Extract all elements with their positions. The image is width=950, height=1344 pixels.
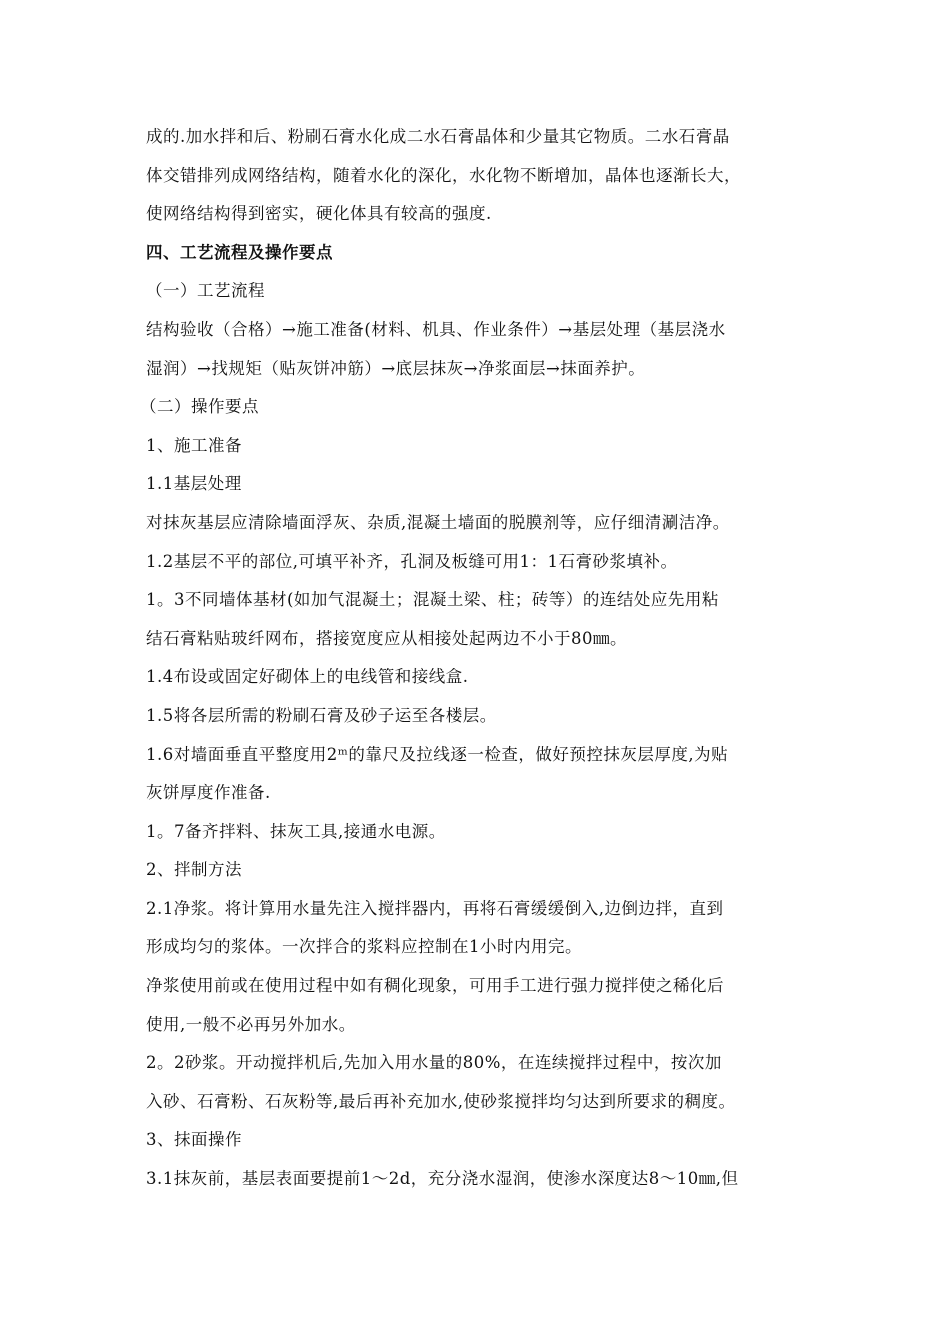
item-heading: 1、施工准备 <box>146 435 242 455</box>
paragraph-line: 1.6对墙面垂直平整度用2ᵐ的靠尺及拉线逐一检查，做好预控抹灰层厚度,为贴 <box>146 744 729 764</box>
subsection-heading: （一）工艺流程 <box>146 281 265 301</box>
subsection-heading: （二）操作要点 <box>140 397 259 417</box>
paragraph-line: 2.1净浆。将计算用水量先注入搅拌器内，再将石膏缓缓倒入,边倒边拌，直到 <box>146 898 724 918</box>
paragraph-line: 1.5将各层所需的粉刷石膏及砂子运至各楼层。 <box>146 705 497 725</box>
paragraph-line: 湿润）→找规矩（贴灰饼冲筋）→底层抹灰→净浆面层→抹面养护。 <box>146 358 646 378</box>
paragraph-line: 1。3不同墙体基材(如加气混凝土；混凝土梁、柱；砖等）的连结处应先用粘 <box>146 590 719 610</box>
item-heading: 3、抹面操作 <box>146 1130 242 1150</box>
paragraph-line: 对抹灰基层应清除墙面浮灰、杂质,混凝土墙面的脱膜剂等，应仔细清涮洁净。 <box>146 512 730 532</box>
paragraph-line: 1。7备齐拌料、抹灰工具,接通水电源。 <box>146 821 446 841</box>
paragraph-line: 结石膏粘贴玻纤网布，搭接宽度应从相接处起两边不小于80㎜。 <box>146 628 627 648</box>
paragraph-line: 净浆使用前或在使用过程中如有稠化现象，可用手工进行强力搅拌使之稀化后 <box>146 976 724 996</box>
paragraph-line: 体交错排列成网络结构，随着水化的深化，水化物不断增加，晶体也逐渐长大， <box>146 165 741 185</box>
paragraph-line: 形成均匀的浆体。一次拌合的浆料应控制在1小时内用完。 <box>146 937 582 957</box>
item-heading: 1.1基层处理 <box>146 474 242 494</box>
item-heading: 2、拌制方法 <box>146 860 242 880</box>
paragraph-line: 灰饼厚度作准备. <box>146 783 271 803</box>
paragraph-line: 1.4布设或固定好砌体上的电线管和接线盒. <box>146 667 469 687</box>
section-heading: 四、工艺流程及操作要点 <box>146 242 333 262</box>
paragraph-line: 1.2基层不平的部位,可填平补齐，孔洞及板缝可用1：1石膏砂浆填补。 <box>146 551 678 571</box>
paragraph-line: 2。2砂浆。开动搅拌机后,先加入用水量的80%，在连续搅拌过程中，按次加 <box>146 1053 722 1073</box>
paragraph-line: 结构验收（合格）→施工准备(材料、机具、作业条件）→基层处理（基层浇水 <box>146 319 726 339</box>
paragraph-line: 成的.加水拌和后、粉刷石膏水化成二水石膏晶体和少量其它物质。二水石膏晶 <box>146 127 730 146</box>
document-body <box>140 118 816 1199</box>
paragraph-line: 3.1抹灰前，基层表面要提前1～2d，充分浇水湿润，使渗水深度达8～10㎜,但 <box>146 1169 739 1189</box>
paragraph-line: 使网络结构得到密实，硬化体具有较高的强度. <box>146 204 492 224</box>
paragraph-line: 入砂、石膏粉、石灰粉等,最后再补充加水,使砂浆搅拌均匀达到所要求的稠度。 <box>146 1091 736 1111</box>
paragraph-line: 使用,一般不必再另外加水。 <box>146 1014 356 1034</box>
